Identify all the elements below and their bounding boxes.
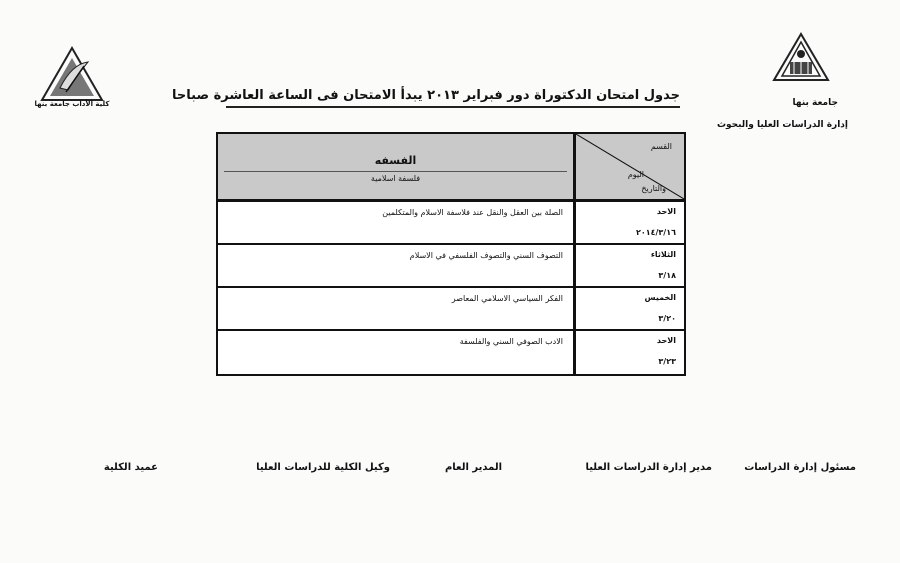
day-name: الاحد [656,207,676,216]
subject-text: الصلة بين العقل والنقل عند فلاسفة الاسلام والمتكلمين [382,208,563,217]
table-header-department [218,134,576,202]
day-name: الاحد [656,336,676,345]
signature-graduate-director: مدير إدارة الدراسات العليا [585,462,712,473]
exam-date: ٢٠١٤/٣/١٦ [635,228,676,237]
exam-date: ٣/١٨ [658,271,676,280]
university-logo-icon [772,32,830,84]
exam-date: ٣/٢٠ [658,314,676,323]
signature-studies-officer: مسئول إدارة الدراسات [744,462,856,473]
day-cell [576,245,684,286]
table-row [218,202,684,245]
day-name: الخميس [644,293,676,302]
subject-text: الادب الصوفي السني والفلسفة [459,337,563,346]
exam-date: ٣/٢٣ [658,357,676,366]
faculty-logo-icon [38,44,106,108]
day-cell [576,331,684,374]
day-cell [576,202,684,243]
signature-general-manager: المدير العام [444,462,502,473]
page-title: جدول امتحان الدكتوراة دور فبراير ٢٠١٣ يبدأ الامتحان فى الساعة العاشرة صباحا [226,88,680,108]
corner-label-date: والتاريخ [641,184,666,193]
subject-cell [218,288,576,329]
department-name: إدارة الدراسات العليا والبحوث [716,120,848,130]
subject-text: الفكر السياسي الاسلامي المعاصر [451,294,563,303]
corner-label-day: اليوم [627,170,644,179]
corner-label-section: القسم [650,142,672,151]
subject-text: التصوف السني والتصوف الفلسفي في الاسلام [409,251,563,260]
day-cell [576,288,684,329]
faculty-logo-caption: كلية الآداب جامعة بنها [34,100,110,108]
subject-cell [218,245,576,286]
table-header-corner [576,134,684,202]
table-row [218,245,684,288]
signature-vice-dean: وكيل الكلية للدراسات العليا [256,462,390,473]
university-name: جامعة بنها [792,98,838,108]
department-title: الفسفه [374,154,417,167]
specialization-label: فلسفة اسلامية [370,174,421,183]
subject-cell [218,202,576,243]
header-divider [224,171,567,172]
table-row [218,288,684,331]
day-name: الثلاثاء [650,250,676,259]
exam-schedule-table [216,132,686,376]
table-row [218,331,684,374]
signature-dean: عميد الكلية [103,462,158,473]
subject-cell [218,331,576,374]
